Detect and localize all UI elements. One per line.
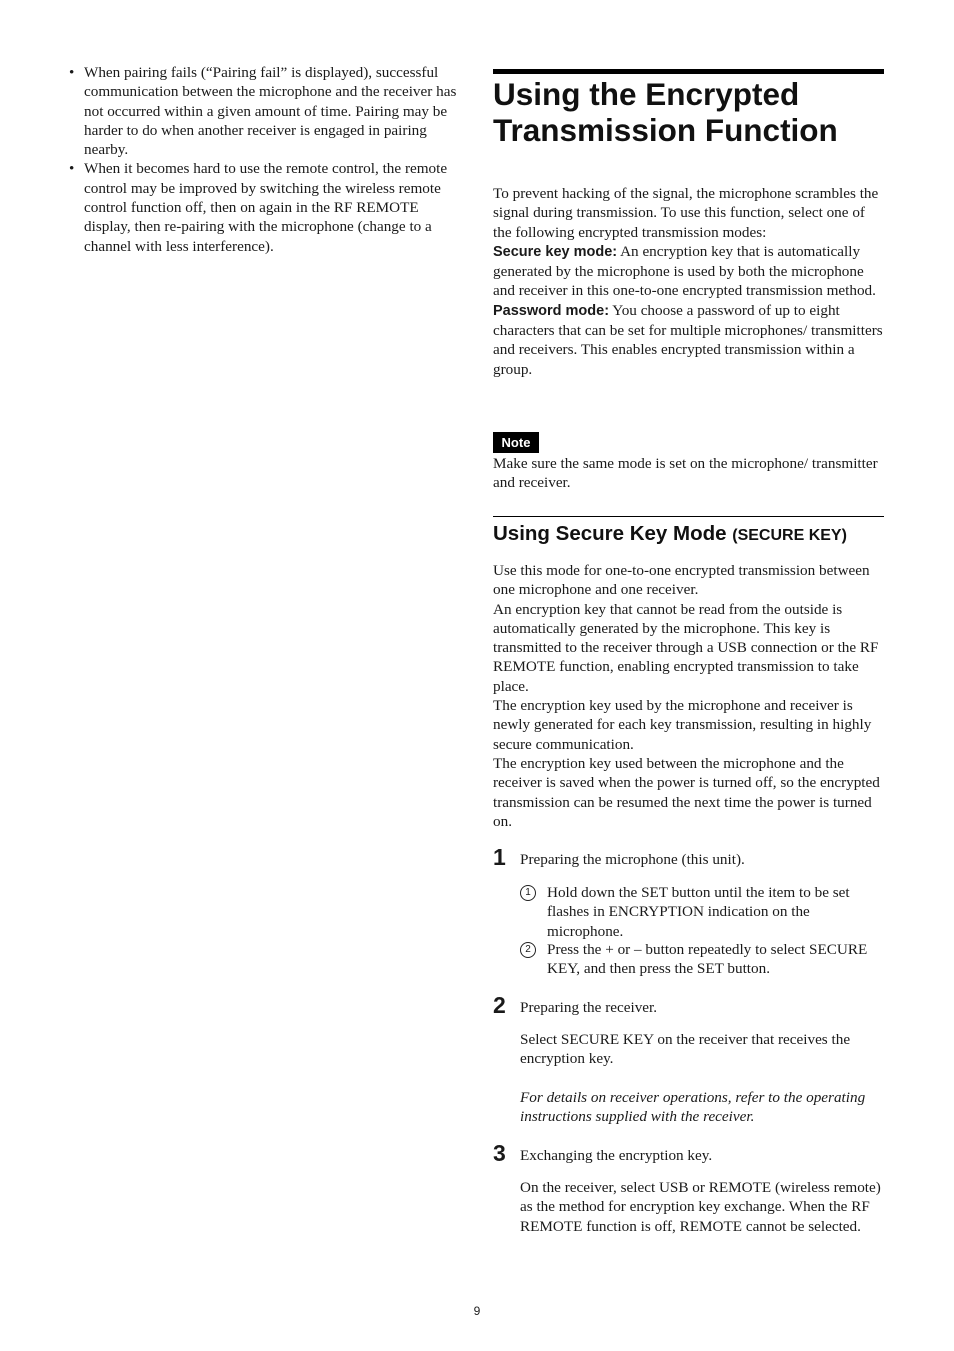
step-text: Preparing the microphone (this unit). — [520, 851, 745, 868]
list-item: • When pairing fails (“Pairing fail” is displayed), successful communication between the microphone and the receiver has not occurred within a given amount of time. Pairing may be harder to do when another receiver is engaged in pairing nearby. — [69, 64, 457, 159]
substep — [520, 940, 885, 979]
bullet-icon: • — [69, 64, 75, 81]
step-number: 2 — [493, 992, 506, 1018]
password-mode-label: Password mode: — [493, 302, 610, 319]
body-paragraph: Use this mode for one-to-one encrypted transmission between one microphone and one receiver. — [493, 562, 870, 599]
circled-number-icon: 1 — [520, 885, 536, 901]
note-badge: Note — [493, 432, 539, 453]
page-title: Using the Encrypted Transmission Function — [493, 76, 838, 148]
step-number: 1 — [493, 844, 506, 870]
substep-text: Press the + or – button repeatedly to select SECURE KEY, and then press the SET button. — [547, 941, 868, 978]
bullet-icon: • — [69, 160, 75, 178]
step-detail: On the receiver, select USB or REMOTE (wireless remote) as the method for encryption key exchange. When the RF REMOTE function is off, REMOTE cannot be selected. — [520, 1179, 881, 1235]
secure-key-mode-paragraph: Secure key mode: An encryption key that is automatically generated by the microphone is used by both the microphone and receiver in this one-to-one encrypted transmission method. — [493, 242, 876, 300]
subsection-title: Using Secure Key Mode (SECURE KEY) — [493, 522, 847, 545]
subsection-title-suffix: (SECURE KEY) — [732, 527, 847, 544]
secure-key-mode-label: Secure key mode: — [493, 243, 618, 260]
title-rule — [493, 69, 884, 74]
step-reference: For details on receiver operations, refer to the operating instructions supplied with the receiver. — [520, 1089, 866, 1126]
intro-block — [493, 184, 885, 379]
page-number: 9 — [473, 1304, 481, 1318]
note-text: Make sure the same mode is set on the microphone/ transmitter and receiver. — [493, 455, 878, 492]
bullet-list — [68, 63, 464, 256]
step-detail: Select SECURE KEY on the receiver that receives the encryption key. — [520, 1031, 851, 1068]
step-text: Exchanging the encryption key. — [520, 1147, 713, 1164]
body-paragraph: An encryption key that cannot be read from the outside is automatically generated by the microphone. This key is transmitted to the receiver through a USB connection or the RF REMOTE function, enabling encrypted transmission to take place. — [493, 600, 879, 695]
substep-text: Hold down the SET button until the item to be set flashes in ENCRYPTION indication on the microphone. — [547, 884, 850, 940]
body-paragraph: The encryption key used by the microphone and receiver is newly generated for each key transmission, resulting in highly secure communication. — [493, 697, 872, 753]
substep — [520, 883, 885, 941]
password-mode-paragraph: Password mode: You choose a password of up to eight characters that can be set for multiple microphones/ transmitters and receivers. This enables encrypted transmission within a group. — [493, 301, 883, 378]
subsection-rule — [493, 516, 884, 517]
step-number: 3 — [493, 1140, 506, 1166]
body-paragraph: The encryption key used between the microphone and the receiver is saved when the power is turned off, so the encrypted transmission can be resumed the next time the power is turned on. — [493, 754, 880, 830]
step-text: Preparing the receiver. — [520, 999, 658, 1016]
circled-number-icon: 2 — [520, 942, 536, 958]
subsection-body — [493, 561, 885, 831]
intro-paragraph: To prevent hacking of the signal, the microphone scrambles the signal during transmission. To use this function, select one of the following encrypted transmission modes: — [493, 185, 879, 241]
list-item: • When it becomes hard to use the remote control, the remote control may be improved by switching the wireless remote control function off, then on again in the RF REMOTE display, then re-pairing with the microphone (change to a channel with less interference). — [69, 160, 448, 255]
